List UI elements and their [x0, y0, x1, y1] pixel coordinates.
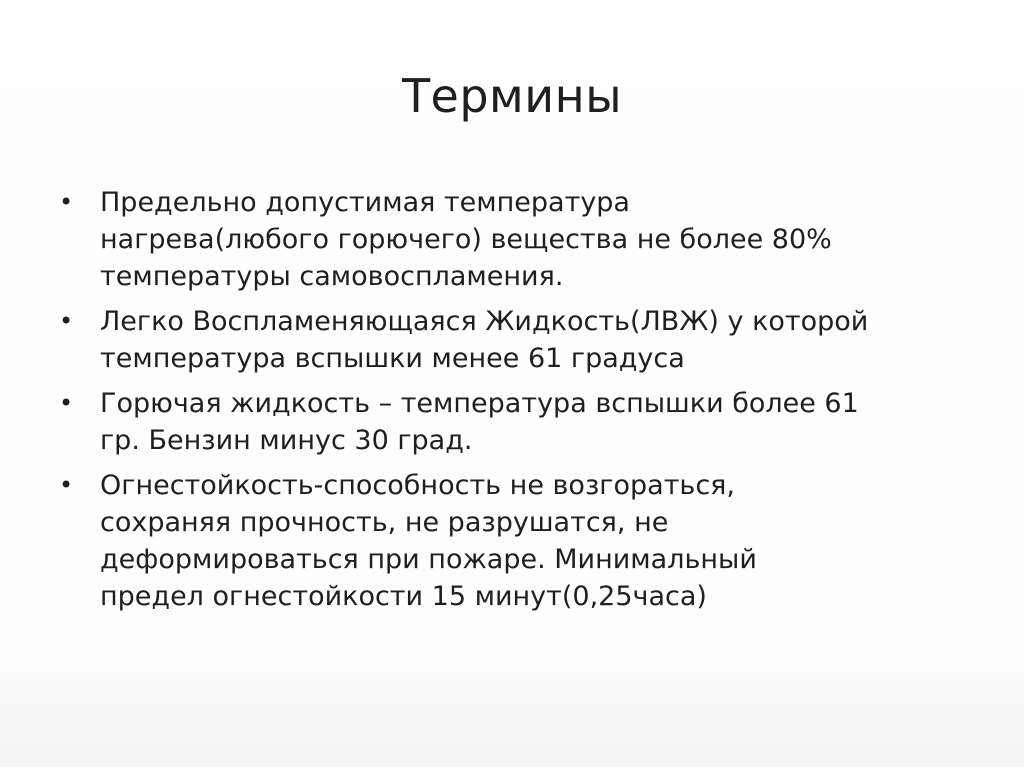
bullet-icon: •	[59, 307, 74, 335]
bullet-item-2	[56, 303, 976, 377]
bullet-text-line: Горючая жидкость – температура вспышки более 61	[100, 388, 859, 419]
bullet-text-line: Предельно допустимая температура	[100, 187, 630, 218]
bullet-item-1	[56, 184, 976, 295]
slide-title: Термины	[401, 69, 623, 123]
bullet-icon: •	[59, 471, 74, 499]
bullet-text-line: сохраняя прочность, не разрушатся, не	[100, 507, 669, 538]
bullet-text-line: предел огнестойкости 15 минут(0,25часа)	[100, 581, 707, 612]
bullet-icon: •	[59, 188, 74, 216]
bullet-text-line: Огнестойкость-способность не возгораться,	[100, 470, 736, 501]
bullet-text-line: Легко Воспламеняющаяся Жидкость(ЛВЖ) у которой	[100, 306, 869, 337]
bullet-item-3	[56, 385, 976, 459]
bullet-text-line: температура вспышки менее 61 градуса	[100, 343, 685, 374]
bullet-text-line: нагрева(любого горючего) вещества не более 80%	[100, 224, 832, 255]
bullet-item-4	[56, 467, 976, 615]
bullet-text-line: гр. Бензин минус 30 град.	[100, 425, 473, 456]
bullet-text-line: температуры самовоспламения.	[100, 261, 564, 292]
bullet-text-line: деформироваться при пожаре. Минимальный	[100, 544, 757, 575]
bullet-list	[56, 184, 976, 623]
bullet-icon: •	[59, 389, 74, 417]
